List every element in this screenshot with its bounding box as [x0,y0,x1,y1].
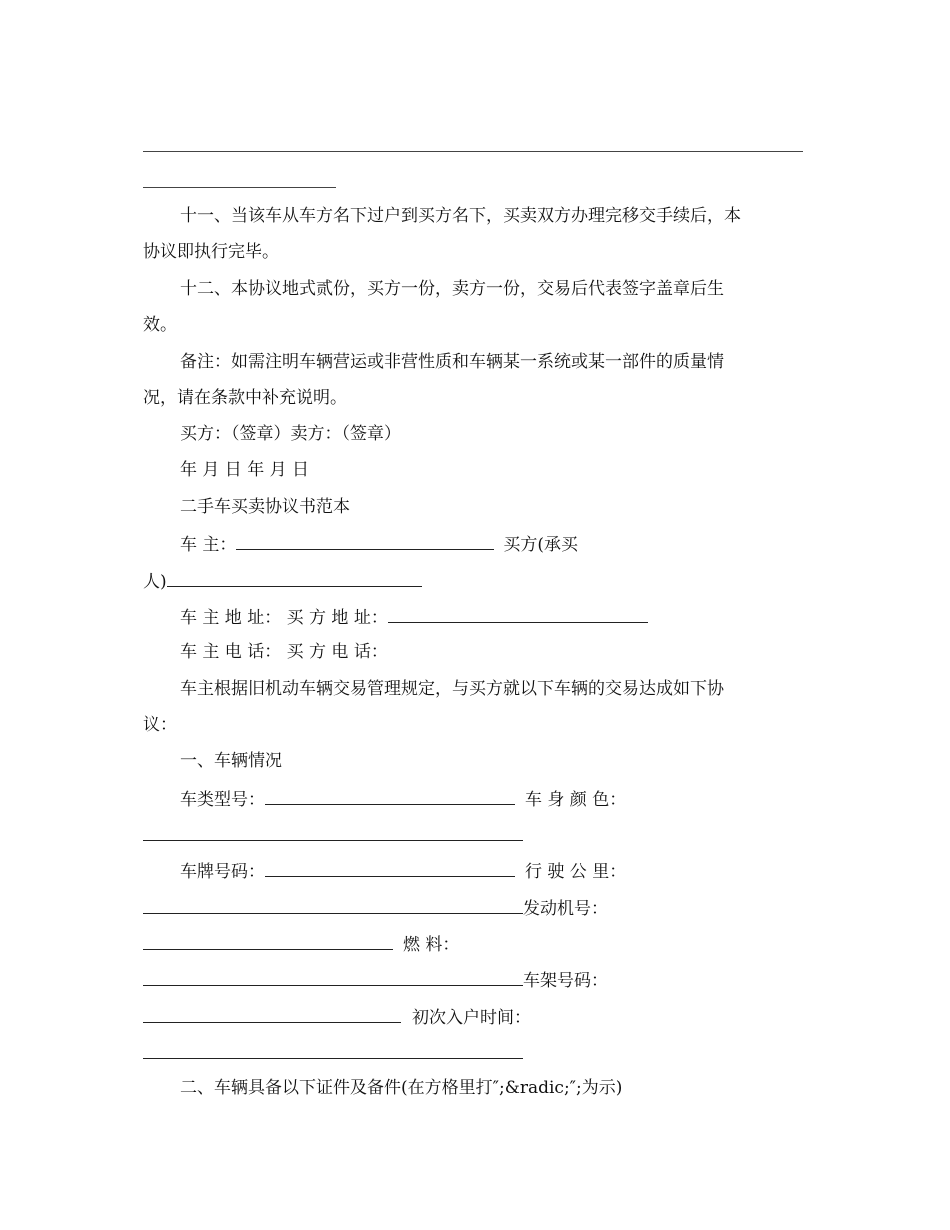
first-reg-label: 初次入户时间： [412,1008,531,1028]
template-title: 二手车买卖协议书范本 [180,497,350,517]
buyer-row-cont [143,570,422,592]
frame-blank [143,1006,401,1023]
note-line-2: 况，请在条款中补充说明。 [143,388,347,408]
color-label: 车 身 颜 色： [525,790,627,810]
frame-row [143,969,608,991]
buyer-label-cont: 人) [143,572,167,592]
color-row-cont [143,824,523,846]
address-blank [388,606,648,623]
intro-line-1: 车主根据旧机动车辆交易管理规定，与买方就以下车辆的交易达成如下协 [180,679,724,699]
separator-line [143,151,803,152]
mileage-blank [143,897,523,914]
clause-12-line-1: 十二、本协议地式贰份，买方一份，卖方一份，交易后代表签字盖章后生 [180,279,724,299]
first-reg-row [143,1006,531,1028]
vehicle-type-label: 车类型号： [180,790,265,810]
fuel-row [143,933,459,955]
fuel-label: 燃 料： [403,935,460,955]
owner-row [180,533,578,555]
first-reg-blank [143,1042,523,1059]
plate-row [180,860,626,882]
engine-row [143,897,608,919]
vehicle-type-blank [265,788,515,805]
date-line: 年 月 日 年 月 日 [180,460,310,480]
signature-line: 买方：（签章）卖方：（签章） [180,424,401,444]
buyer-label: 买方(承买 [503,535,579,555]
frame-label: 车架号码： [523,971,608,991]
address-row [180,606,648,628]
clause-11-line-2: 协议即执行完毕。 [143,242,279,262]
engine-label: 发动机号： [523,899,608,919]
first-reg-row-cont [143,1042,523,1064]
color-blank [143,824,523,841]
phone-row: 车 主 电 话： 买 方 电 话： [180,642,388,662]
buyer-blank [167,570,422,587]
owner-label: 车 主： [180,535,237,555]
section-2-heading: 二、车辆具备以下证件及备件(在方格里打″;&radic;″;为示) [180,1078,623,1098]
section-1-heading: 一、车辆情况 [180,751,282,771]
clause-11-line-1: 十一、当该车从车方名下过户到买方名下，买卖双方办理完移交手续后，本 [180,206,741,226]
separator-line-short [143,187,336,188]
owner-blank [236,533,494,550]
note-line-1: 备注：如需注明车辆营运或非营性质和车辆某一系统或某一部件的质量情 [180,352,724,372]
plate-label: 车牌号码： [180,862,265,882]
intro-line-2: 议： [143,715,177,735]
mileage-label: 行 驶 公 里： [525,862,627,882]
engine-blank [143,933,393,950]
address-label: 车 主 地 址： 买 方 地 址： [180,608,388,628]
plate-blank [265,860,515,877]
vehicle-type-row [180,788,626,810]
clause-12-line-2: 效。 [143,315,177,335]
fuel-blank [143,969,523,986]
